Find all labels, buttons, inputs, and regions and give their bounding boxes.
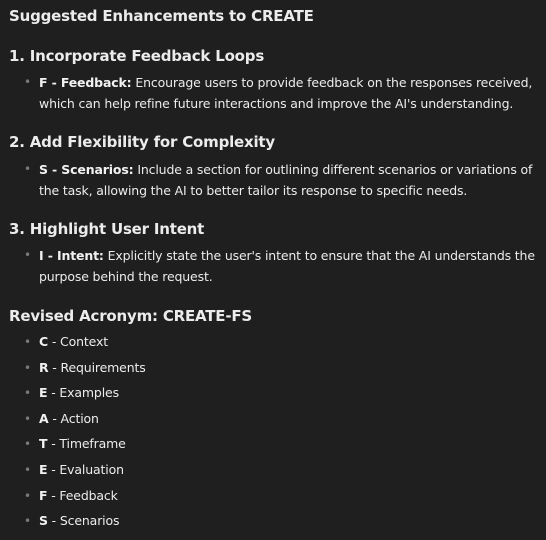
acronym-label: - Evaluation	[47, 461, 124, 477]
bullet-intent	[24, 245, 539, 287]
acronym-letter: A	[39, 410, 49, 426]
bullet-description: Explicitly state the user's intent to ensure that the AI understands the purpose behind the request.	[39, 248, 535, 284]
acronym-label: - Examples	[47, 385, 119, 401]
acronym-label: - Action	[48, 410, 99, 426]
acronym-letter: E	[39, 385, 48, 401]
bullet-text	[39, 72, 539, 114]
acronym-label: - Context	[48, 334, 108, 349]
list-item	[24, 486, 324, 512]
list-item	[24, 460, 324, 486]
bullet-term: S - Scenarios:	[39, 162, 134, 177]
list-item	[24, 358, 324, 384]
section-heading-revised-acronym: Revised Acronym: CREATE-FS	[9, 307, 253, 325]
bullet-text	[39, 159, 539, 201]
list-item	[24, 409, 324, 435]
bullet-dot: •	[24, 514, 31, 529]
acronym-letter: C	[39, 334, 49, 349]
bullet-dot: •	[24, 360, 31, 375]
response-title: Suggested Enhancements to CREATE	[9, 7, 314, 25]
bullet-dot: •	[24, 335, 31, 349]
acronym-letter: S	[39, 513, 48, 529]
section-heading-feedback-loops: 1. Incorporate Feedback Loops	[9, 47, 265, 65]
bullet-term: F - Feedback:	[39, 75, 132, 90]
acronym-label: - Feedback	[47, 487, 118, 503]
bullet-feedback	[24, 72, 539, 114]
acronym-letter: T	[39, 436, 48, 452]
bullet-dot: •	[24, 75, 31, 89]
acronym-label: - Scenarios	[47, 513, 120, 529]
bullet-dot: •	[24, 437, 31, 452]
acronym-label: - Timeframe	[47, 436, 126, 452]
bullet-dot: •	[24, 248, 31, 262]
list-item	[24, 511, 324, 537]
bullet-description: Encourage users to provide feedback on the responses received, which can help refine future interactions and improve the AI's understanding.	[39, 75, 533, 111]
acronym-list	[24, 332, 324, 537]
bullet-text	[39, 245, 539, 287]
bullet-dot: •	[24, 386, 31, 401]
bullet-scenarios	[24, 159, 539, 201]
section-heading-flexibility: 2. Add Flexibility for Complexity	[9, 133, 275, 151]
bullet-dot: •	[24, 488, 31, 503]
list-item	[24, 383, 324, 409]
list-item	[24, 434, 324, 460]
acronym-letter: F	[39, 487, 48, 503]
bullet-term: I - Intent:	[39, 248, 104, 263]
acronym-letter: R	[39, 359, 49, 375]
bullet-description: Include a section for outlining different scenarios or variations of the task, allowing the AI to better tailor its response to specific needs.	[39, 162, 533, 198]
section-heading-user-intent: 3. Highlight User Intent	[9, 220, 205, 238]
bullet-dot: •	[24, 462, 31, 477]
bullet-dot: •	[24, 411, 31, 426]
bullet-dot: •	[24, 162, 31, 176]
acronym-letter: E	[39, 461, 48, 477]
list-item	[24, 332, 324, 358]
acronym-label: - Requirements	[48, 359, 146, 375]
